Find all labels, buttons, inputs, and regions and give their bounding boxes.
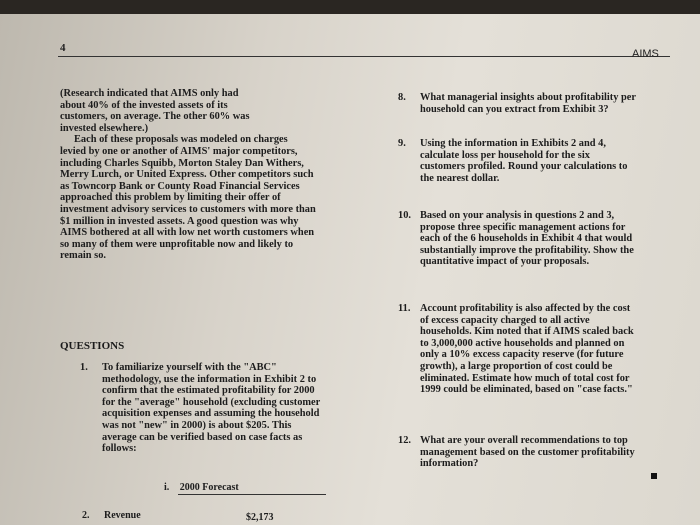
text-line: invested elsewhere.) <box>60 122 149 134</box>
revenue-value: $2,173 <box>246 512 274 523</box>
text-line: including Charles Squibb, Morton Staley Dan Withers, <box>60 157 304 169</box>
question-number: 11. <box>398 303 411 314</box>
revenue-label: Revenue <box>104 510 141 521</box>
question-text <box>102 362 352 455</box>
text-line: confirm that the estimated profitability for 2000 <box>102 385 315 397</box>
left-narrative <box>60 88 352 262</box>
question-text <box>420 303 666 396</box>
questions-heading: QUESTIONS <box>60 340 125 352</box>
revenue-number: 2. <box>82 510 90 521</box>
text-line: substantially improve the profitability. Show the <box>420 244 634 256</box>
text-line: as Towncorp Bank or County Road Financial Services <box>60 180 300 192</box>
question-number: 1. <box>80 362 88 373</box>
text-line: customers profiled. Round your calculations to <box>420 161 628 173</box>
text-line: about 40% of the invested assets of its <box>60 99 228 111</box>
top-dark-border <box>0 0 700 14</box>
text-line: average can be verified based on case facts as <box>102 431 303 443</box>
text-line: What are your overall recommendations to top <box>420 435 628 446</box>
text-line: only a 10% excess capacity reserve (for future <box>420 349 624 361</box>
text-line: AIMS bothered at all with low net worth customers when <box>60 227 315 239</box>
text-line: household can you extract from Exhibit 3? <box>420 103 609 115</box>
question-number: 8. <box>398 92 406 103</box>
text-line: levied by one or another of AIMS' major competitors, <box>60 145 298 157</box>
header-brand: AIMS <box>632 48 659 60</box>
forecast-label: 2000 Forecast <box>179 482 239 493</box>
text-line: To familiarize yourself with the "ABC" <box>102 362 277 373</box>
text-line: Merry Lurch, or United Express. Other competitors such <box>60 169 314 181</box>
text-line: 1999 could be eliminated, based on "case facts." <box>420 384 633 396</box>
page-number: 4 <box>60 42 66 54</box>
text-line: for the "average" household (excluding customer <box>102 396 321 408</box>
text-line: follows: <box>102 443 137 455</box>
text-line: information? <box>420 458 479 470</box>
text-line: propose three specific management actions for <box>420 221 626 233</box>
text-line: so many of them were unprofitable now and likely to <box>60 238 294 250</box>
text-line: acquisition expenses and assuming the household <box>102 408 320 420</box>
text-line: methodology, use the information in Exhibit 2 to <box>102 373 317 385</box>
text-line: quantitative impact of your proposals. <box>420 256 590 268</box>
text-line: investment advisory services to customers with more than <box>60 203 316 215</box>
question-number: 9. <box>398 138 406 149</box>
text-line: remain so. <box>60 250 106 262</box>
text-line: calculate loss per household for the six <box>420 149 590 161</box>
text-line: Account profitability is also affected by the cost <box>420 303 631 314</box>
text-line: each of the 6 households in Exhibit 4 that would <box>420 233 633 245</box>
question-number: 10. <box>398 210 411 221</box>
paragraph-proposals <box>60 134 352 262</box>
text-line: $1 million in invested assets. A good question was why <box>60 215 299 227</box>
text-line: eliminated. Estimate how much of total cost for <box>420 372 630 384</box>
question-text <box>420 210 666 268</box>
text-line: Each of these proposals was modeled on charges <box>74 134 288 146</box>
text-line: was not "new" in 2000) is about $205. This <box>102 419 292 431</box>
forecast-heading <box>164 482 239 493</box>
text-line: growth), a large proportion of cost could be <box>420 360 613 372</box>
question-text <box>420 138 666 184</box>
text-line: approached this problem by limiting their offer of <box>60 192 281 204</box>
text-line: households. Kim noted that if AIMS scaled back <box>420 326 634 338</box>
header-rule <box>58 56 670 57</box>
question-text <box>420 92 666 115</box>
text-line: the nearest dollar. <box>420 172 500 184</box>
text-line: to 3,000,000 active households and planned on <box>420 337 625 349</box>
forecast-rule <box>178 494 326 495</box>
text-line: Based on your analysis in questions 2 and 3, <box>420 210 615 221</box>
end-square-icon <box>651 473 657 479</box>
text-line: (Research indicated that AIMS only had <box>60 88 239 99</box>
revenue-row <box>82 510 141 521</box>
forecast-number: i. <box>164 482 170 493</box>
question-text <box>420 435 666 470</box>
text-line: customers, on average. The other 60% was <box>60 111 250 123</box>
text-line: of excess capacity charged to all active <box>420 314 590 326</box>
paragraph-research <box>60 88 352 134</box>
text-line: management based on the customer profitability <box>420 446 635 458</box>
text-line: What managerial insights about profitability per <box>420 92 637 103</box>
question-number: 12. <box>398 435 411 446</box>
text-line: Using the information in Exhibits 2 and 4, <box>420 138 606 149</box>
